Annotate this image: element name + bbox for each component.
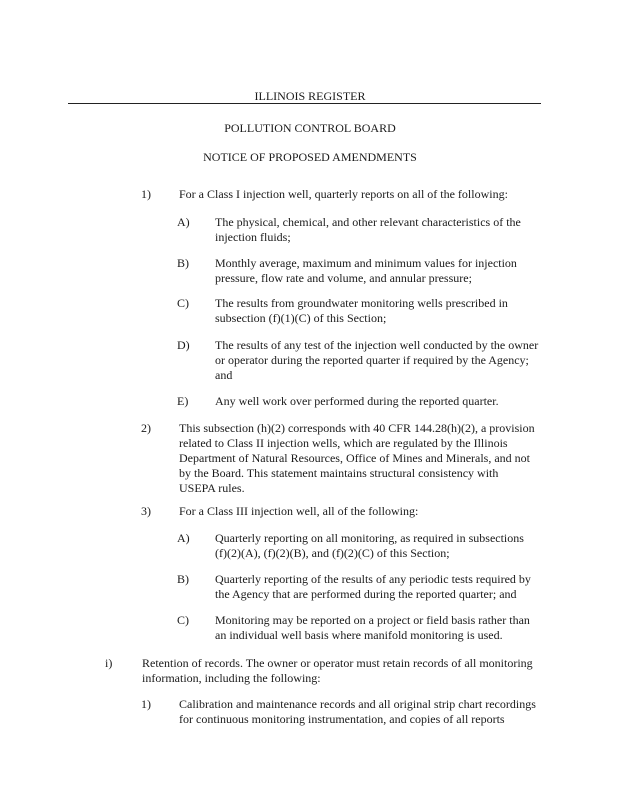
subitem-label: A) <box>177 215 190 229</box>
subitem-line: an individual well basis where manifold monitoring is used. <box>215 628 503 642</box>
subitem-label: D) <box>177 338 190 352</box>
item-line: Department of Natural Resources, Office of Mines and Minerals, and not <box>179 451 531 465</box>
subitem-label: B) <box>177 256 189 270</box>
subitem-label: C) <box>177 296 189 310</box>
subitem-line: injection fluids; <box>215 230 291 244</box>
subitem-1e <box>0 394 620 409</box>
item-1 <box>0 187 620 202</box>
subitem-line: pressure, flow rate and volume, and annular pressure; <box>215 271 472 285</box>
subitem-3a <box>0 531 620 561</box>
item-line: by the Board. This statement maintains structural consistency with <box>179 466 499 480</box>
subitem-line: the Agency that are performed during the reported quarter; and <box>215 587 517 601</box>
section-line: information, including the following: <box>142 671 321 685</box>
subitem-1b <box>0 256 620 286</box>
subitem-1d <box>0 338 620 383</box>
subitem-label: C) <box>177 613 189 627</box>
board-name: POLLUTION CONTROL BOARD <box>224 121 396 135</box>
subitem-line: (f)(2)(A), (f)(2)(B), and (f)(2)(C) of this Section; <box>215 546 450 560</box>
item-i-1 <box>0 697 620 727</box>
subitem-line: The results of any test of the injection well conducted by the owner <box>215 338 539 352</box>
subitem-line: and <box>215 368 233 382</box>
section-i <box>0 656 620 686</box>
section-label: i) <box>105 656 113 670</box>
item-label: 3) <box>141 504 151 518</box>
subitem-line: The physical, chemical, and other relevant characteristics of the <box>215 215 521 229</box>
subitem-label: A) <box>177 531 190 545</box>
item-label: 2) <box>141 421 151 435</box>
item-label: 1) <box>141 187 151 201</box>
item-2 <box>0 421 620 496</box>
subitem-1c <box>0 296 620 326</box>
item-text: For a Class I injection well, quarterly reports on all of the following: <box>179 187 508 201</box>
subitem-line: The results from groundwater monitoring wells prescribed in <box>215 296 508 310</box>
item-line: This subsection (h)(2) corresponds with 40 CFR 144.28(h)(2), a provision <box>179 421 535 435</box>
item-label: 1) <box>141 697 151 711</box>
subitem-line: Monthly average, maximum and minimum values for injection <box>215 256 517 270</box>
item-3 <box>0 504 620 519</box>
subitem-label: B) <box>177 572 189 586</box>
item-line: related to Class II injection wells, which are regulated by the Illinois <box>179 436 508 450</box>
notice-title: NOTICE OF PROPOSED AMENDMENTS <box>203 150 417 164</box>
section-line: Retention of records. The owner or operator must retain records of all monitoring <box>142 656 533 670</box>
item-text: For a Class III injection well, all of the following: <box>179 504 419 518</box>
item-line: Calibration and maintenance records and all original strip chart recordings <box>179 697 536 711</box>
register-title: ILLINOIS REGISTER <box>254 89 366 103</box>
header-rule <box>68 103 541 104</box>
subitem-line: subsection (f)(1)(C) of this Section; <box>215 311 387 325</box>
subitem-line: Any well work over performed during the reported quarter. <box>215 394 499 408</box>
subitem-label: E) <box>177 394 189 408</box>
item-line: USEPA rules. <box>179 481 245 495</box>
subitem-3b <box>0 572 620 602</box>
subitem-3c <box>0 613 620 643</box>
subitem-1a <box>0 215 620 245</box>
subitem-line: Monitoring may be reported on a project or field basis rather than <box>215 613 530 627</box>
subitem-line: Quarterly reporting of the results of any periodic tests required by <box>215 572 531 586</box>
subitem-line: or operator during the reported quarter if required by the Agency; <box>215 353 529 367</box>
item-line: for continuous monitoring instrumentation, and copies of all reports <box>179 712 505 726</box>
subitem-line: Quarterly reporting on all monitoring, as required in subsections <box>215 531 524 545</box>
